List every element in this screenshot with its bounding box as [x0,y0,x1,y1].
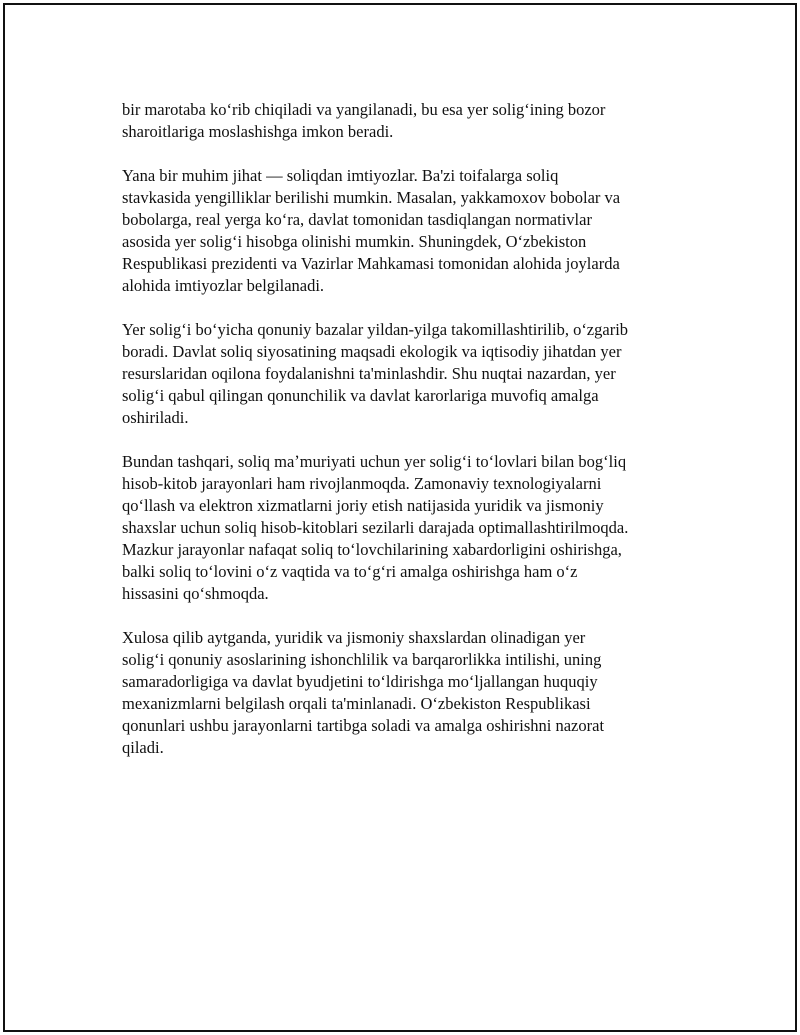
text-line: qoʻllash va elektron xizmatlarni joriy etish natijasida yuridik va jismoniy [122,496,604,515]
text-line: shaxslar uchun soliq hisob-kitoblari sezilarli darajada optimallashtirilmoqda. [122,518,629,537]
text-line: Yana bir muhim jihat — soliqdan imtiyozlar. Ba'zi toifalarga soliq [122,166,559,185]
paragraph-2 [122,165,702,297]
page-frame [3,3,797,1032]
paragraph-4 [122,451,702,605]
text-line: qonunlari ushbu jarayonlarni tartibga soladi va amalga oshirishni nazorat [122,716,605,735]
text-line: samaradorligiga va davlat byudjetini toʻldirishga moʻljallangan huquqiy [122,672,598,691]
text-line: Yer soligʻi boʻyicha qonuniy bazalar yildan-yilga takomillashtirilib, oʻzgarib [122,320,629,339]
text-line: sharoitlariga moslashishga imkon beradi. [122,122,394,141]
text-line: alohida imtiyozlar belgilanadi. [122,276,325,295]
text-line: stavkasida yengilliklar berilishi mumkin. Masalan, yakkamoxov bobolar va [122,188,621,207]
text-line: hisob-kitob jarayonlari ham rivojlanmoqda. Zamonaviy texnologiyalarni [122,474,602,493]
text-line: bobolarga, real yerga koʻra, davlat tomonidan tasdiqlangan normativlar [122,210,592,229]
text-line: Xulosa qilib aytganda, yuridik va jismoniy shaxslardan olinadigan yer [122,628,586,647]
paragraph-5 [122,627,702,759]
text-line: hissasini qoʻshmoqda. [122,584,269,603]
text-line: soligʻi qabul qilingan qonunchilik va davlat karorlariga muvofiq amalga [122,386,599,405]
text-line: soligʻi qonuniy asoslarining ishonchlilik va barqarorlikka intilishi, uning [122,650,602,669]
text-line: Mazkur jarayonlar nafaqat soliq toʻlovchilarining xabardorligini oshirishga, [122,540,622,559]
text-line: oshiriladi. [122,408,189,427]
text-line: boradi. Davlat soliq siyosatining maqsadi ekologik va iqtisodiy jihatdan yer [122,342,622,361]
text-line: bir marotaba koʻrib chiqiladi va yangilanadi, bu esa yer soligʻining bozor [122,100,606,119]
document-body [122,99,702,781]
text-line: resurslaridan oqilona foydalanishni ta'minlashdir. Shu nuqtai nazardan, yer [122,364,616,383]
paragraph-3 [122,319,702,429]
paragraph-1 [122,99,702,143]
text-line: asosida yer soligʻi hisobga olinishi mumkin. Shuningdek, Oʻzbekiston [122,232,587,251]
text-line: mexanizmlarni belgilash orqali ta'minlanadi. Oʻzbekiston Respublikasi [122,694,591,713]
text-line: balki soliq toʻlovini oʻz vaqtida va toʻgʻri amalga oshirishga ham oʻz [122,562,578,581]
text-line: Bundan tashqari, soliq maʼmuriyati uchun yer soligʻi toʻlovlari bilan bogʻliq [122,452,627,471]
text-line: Respublikasi prezidenti va Vazirlar Mahkamasi tomonidan alohida joylarda [122,254,620,273]
text-line: qiladi. [122,738,164,757]
